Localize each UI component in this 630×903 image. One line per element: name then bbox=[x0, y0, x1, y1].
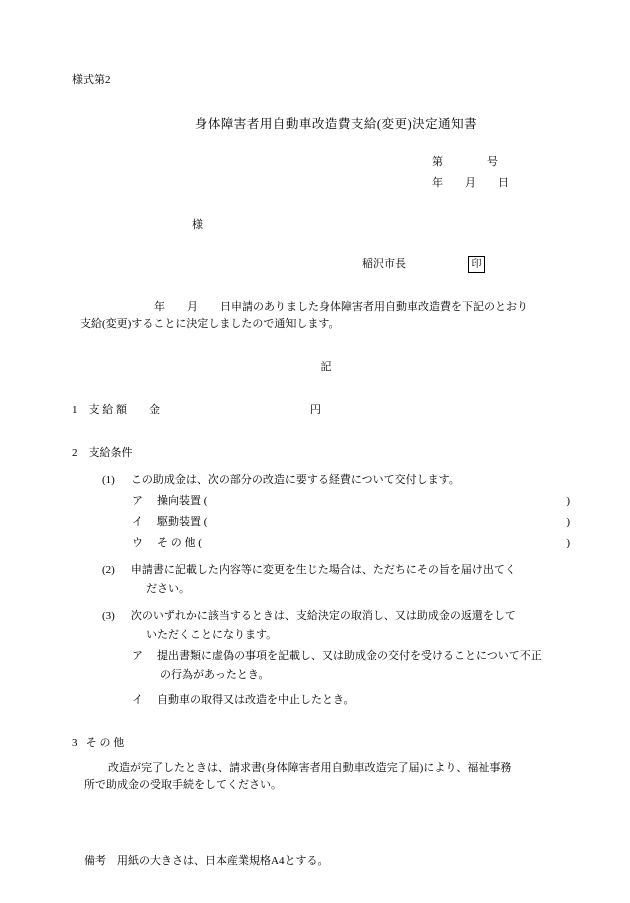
condition-3-subitem-a-text: 提出書類に虚偽の事項を記載し、又は助成金の交付を受けることについて不正 bbox=[157, 650, 542, 663]
addressee-label: 様 bbox=[192, 218, 203, 231]
section-2-heading: 2 支給条件 bbox=[72, 446, 133, 459]
intro-line-1: 年 月 日申請のありました身体障害者用自動車改造費を下記のとおり bbox=[154, 300, 528, 313]
section-1-heading: 1 支 給 額 金 bbox=[72, 403, 160, 416]
seal-stamp-icon: 印 bbox=[468, 256, 485, 273]
condition-item-2 bbox=[72, 562, 570, 598]
condition-2-continuation: ださい。 bbox=[146, 583, 190, 596]
issuer-block bbox=[72, 256, 570, 273]
issuer-name: 稲沢市長 bbox=[362, 257, 406, 270]
document-title: 身体障害者用自動車改造費支給(変更)決定通知書 bbox=[194, 117, 478, 132]
subitem-c-text: そ の 他 ( bbox=[157, 536, 202, 549]
subitem-b-close: ) bbox=[566, 515, 570, 528]
condition-3-subitem-a-continuation: の行為があったとき。 bbox=[160, 669, 270, 682]
condition-1-subitem-b bbox=[102, 514, 570, 531]
condition-item-1 bbox=[72, 472, 570, 552]
intro-paragraph bbox=[72, 299, 570, 333]
section-conditions bbox=[72, 445, 570, 710]
section-3-heading: 3 そ の 他 bbox=[72, 737, 125, 750]
condition-1-subitem-a bbox=[102, 493, 570, 510]
condition-2-label: (2) bbox=[102, 564, 115, 577]
subitem-a-close: ) bbox=[566, 494, 570, 507]
section-3-body bbox=[72, 760, 570, 794]
section-amount bbox=[72, 402, 570, 419]
subitem-b-label: イ bbox=[132, 515, 143, 528]
amount-unit: 円 bbox=[310, 403, 321, 416]
condition-3-subitem-a-label: ア bbox=[132, 650, 143, 663]
condition-3-subitem-b-label: イ bbox=[132, 694, 143, 707]
condition-1-text: この助成金は、次の部分の改造に要する経費について交付します。 bbox=[130, 473, 460, 486]
ki-marker: 記 bbox=[320, 360, 332, 373]
condition-3-subitem-a bbox=[102, 648, 570, 684]
amount-row bbox=[72, 402, 570, 419]
condition-2-text: 申請書に記載した内容等に変更を生じた場合は、ただちにその旨を届け出てく bbox=[130, 564, 516, 577]
condition-item-3 bbox=[72, 608, 570, 709]
subitem-c-close: ) bbox=[566, 536, 570, 549]
reference-number-line: 第 号 bbox=[432, 156, 498, 169]
condition-3-subitem-b-text: 自動車の取得又は改造を中止したとき。 bbox=[157, 694, 355, 707]
subitem-a-label: ア bbox=[132, 494, 143, 507]
section-other bbox=[72, 735, 570, 794]
condition-3-label: (3) bbox=[102, 610, 115, 623]
subitem-b-text: 駆動装置 ( bbox=[157, 515, 208, 528]
condition-1-subitem-c bbox=[102, 535, 570, 552]
reference-block bbox=[72, 154, 570, 192]
subitem-a-text: 操向装置 ( bbox=[157, 494, 208, 507]
condition-3-subitem-b bbox=[102, 692, 570, 709]
intro-line-2: 支給(変更)することに決定しましたので通知します。 bbox=[80, 317, 340, 330]
subitem-c-label: ウ bbox=[132, 536, 143, 549]
condition-1-label: (1) bbox=[102, 473, 115, 486]
form-number: 様式第2 bbox=[72, 74, 111, 86]
reference-date-line: 年 月 日 bbox=[432, 177, 509, 190]
footer-note: 備考 用紙の大きさは、日本産業規格A4とする。 bbox=[84, 854, 329, 867]
condition-3-text: 次のいずれかに該当するときは、支給決定の取消し、又は助成金の返還をして bbox=[130, 610, 516, 623]
section-3-line-1: 改造が完了したときは、請求書(身体障害者用自動車改造完了届)により、福祉事務 bbox=[108, 762, 512, 775]
condition-3-continuation: いただくことになります。 bbox=[146, 629, 278, 642]
section-3-line-2: 所で助成金の受取手続をしてください。 bbox=[84, 779, 282, 792]
